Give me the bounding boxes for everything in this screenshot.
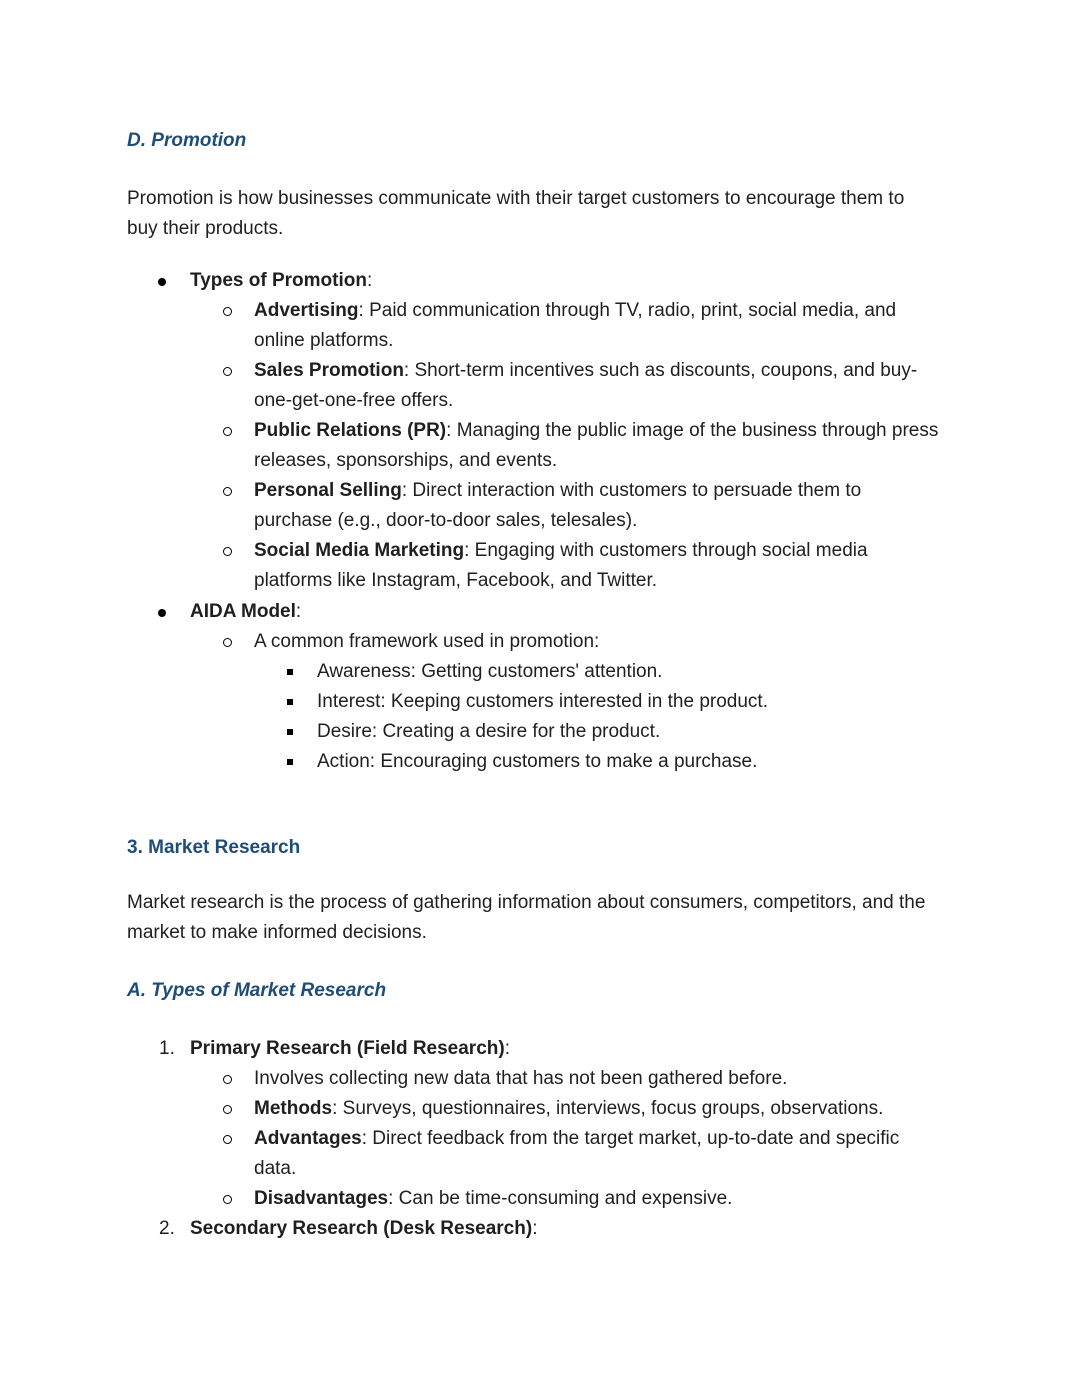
bullet-circle-icon [223,1105,232,1114]
promotion-intro-line1: Promotion is how businesses communicate with their target customers to encourage them to [127,188,905,209]
heading-market-research: 3. Market Research [127,837,301,858]
bullet-square-icon [287,669,293,675]
promotion-intro-line2: buy their products. [127,218,284,239]
bullet-circle-icon [223,307,232,316]
promo-type-public-relations: Public Relations (PR): Managing the public image of the business through press [254,420,939,441]
primary-research-number: 1. [159,1038,175,1059]
aida-model-label: AIDA Model: [190,601,302,622]
aida-intro: A common framework used in promotion: [254,631,600,652]
primary-research-label: Primary Research (Field Research): [190,1038,510,1059]
heading-types-of-market-research: A. Types of Market Research [127,980,387,1001]
aida-step-desire: Desire: Creating a desire for the product. [317,721,661,742]
promo-type-social-media-cont: platforms like Instagram, Facebook, and Twitter. [254,570,658,591]
primary-methods: Methods: Surveys, questionnaires, interviews, focus groups, observations. [254,1098,884,1119]
bullet-circle-icon [223,1135,232,1144]
bullet-circle-icon [223,367,232,376]
primary-involves: Involves collecting new data that has not been gathered before. [254,1068,788,1089]
promo-type-personal-selling-cont: purchase (e.g., door-to-door sales, telesales). [254,510,638,531]
promo-type-sales-promotion: Sales Promotion: Short-term incentives such as discounts, coupons, and buy- [254,360,918,381]
bullet-square-icon [287,699,293,705]
promo-type-public-relations-cont: releases, sponsorships, and events. [254,450,558,471]
bullet-square-icon [287,729,293,735]
promo-type-personal-selling: Personal Selling: Direct interaction with customers to persuade them to [254,480,862,501]
aida-step-action: Action: Encouraging customers to make a purchase. [317,751,758,772]
bullet-circle-icon [223,638,232,647]
bullet-circle-icon [223,487,232,496]
bullet-square-icon [287,759,293,765]
primary-advantages: Advantages: Direct feedback from the target market, up-to-date and specific [254,1128,900,1149]
heading-promotion: D. Promotion [127,130,247,151]
aida-step-awareness: Awareness: Getting customers' attention. [317,661,663,682]
aida-step-interest: Interest: Keeping customers interested in the product. [317,691,768,712]
secondary-research-label: Secondary Research (Desk Research): [190,1218,538,1239]
promo-type-sales-promotion-cont: one-get-one-free offers. [254,390,454,411]
types-of-promotion-label: Types of Promotion: [190,270,373,291]
bullet-circle-icon [223,427,232,436]
promo-type-advertising-cont: online platforms. [254,330,394,351]
secondary-research-number: 2. [159,1218,175,1239]
bullet-circle-icon [223,547,232,556]
primary-advantages-cont: data. [254,1158,297,1179]
market-research-intro-line1: Market research is the process of gathering information about consumers, competitors, and the [127,892,926,913]
promo-type-social-media: Social Media Marketing: Engaging with customers through social media [254,540,868,561]
bullet-circle-icon [223,1195,232,1204]
bullet-disc-icon [158,609,166,617]
promo-type-advertising: Advertising: Paid communication through TV, radio, print, social media, and [254,300,897,321]
market-research-intro-line2: market to make informed decisions. [127,922,427,943]
bullet-circle-icon [223,1075,232,1084]
primary-disadvantages: Disadvantages: Can be time-consuming and expensive. [254,1188,733,1209]
bullet-disc-icon [158,278,166,286]
